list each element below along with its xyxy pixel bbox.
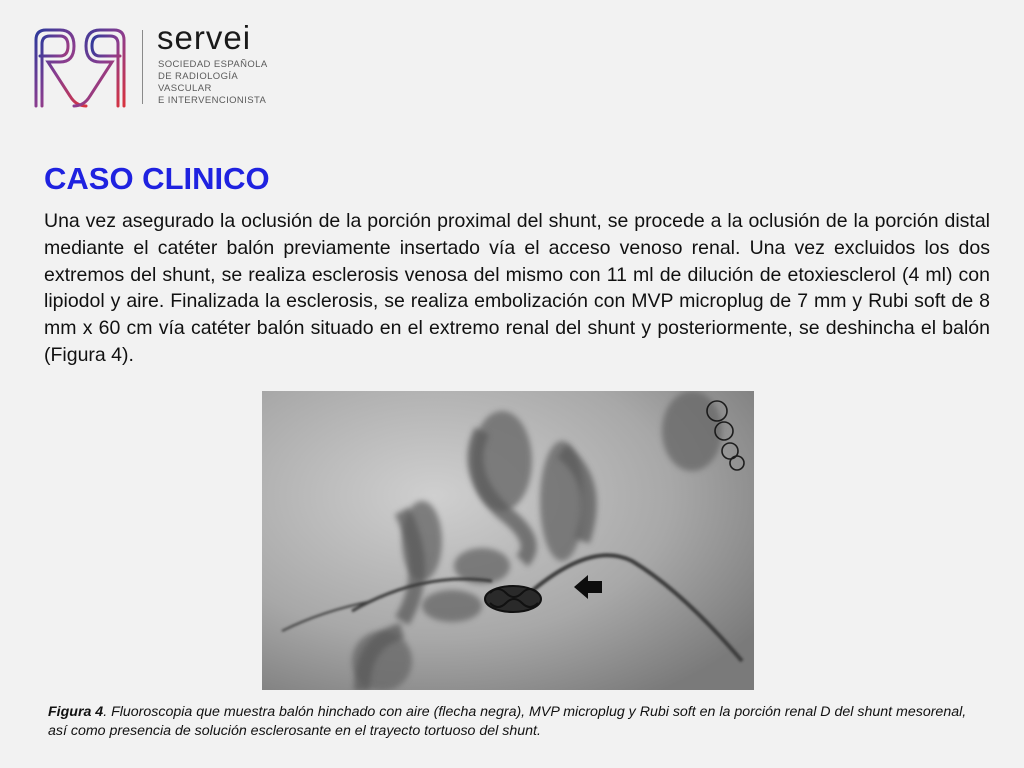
brand-subtitle-line: SOCIEDAD ESPAÑOLA bbox=[158, 59, 268, 70]
brand-subtitle-line: VASCULAR bbox=[158, 83, 212, 94]
brand-subtitle-line: E INTERVENCIONISTA bbox=[158, 95, 267, 106]
brand-name: servei bbox=[157, 19, 252, 56]
body-paragraph: Una vez asegurado la oclusión de la porción proximal del shunt, se procede a la oclusión de la porción distal mediante el catéter balón previamente insertado vía el acceso venoso renal. Una vez excluidos los dos extremos del shunt, se realiza esclerosis venosa del mismo con 11 ml de dilución de etoxiesclerol (4 ml) con lipiodol y aire. Finalizada la esclerosis, se realiza embolización con MVP microplug de 7 mm y Rubi soft de 8 mm x 60 cm vía catéter balón situado en el extremo renal del shunt y posteriormente, se deshincha el balón (Figura 4). bbox=[44, 210, 990, 366]
figure-caption bbox=[48, 703, 968, 741]
section-title: CASO CLINICO bbox=[44, 161, 270, 196]
society-logo-icon bbox=[30, 26, 130, 110]
brand-subtitle-line: DE RADIOLOGÍA bbox=[158, 71, 239, 82]
fluoroscopy-image bbox=[262, 391, 754, 690]
brand-subtitle bbox=[158, 59, 268, 107]
caption-label: Figura 4 bbox=[48, 704, 104, 720]
logo-divider bbox=[142, 30, 143, 104]
caption-text: . Fluoroscopia que muestra balón hinchado con aire (flecha negra), MVP microplug y Rubi soft en la porción renal D del shunt mesorenal, así como presencia de solución esclerosante en el trayecto tortuoso del shunt. bbox=[48, 704, 967, 739]
